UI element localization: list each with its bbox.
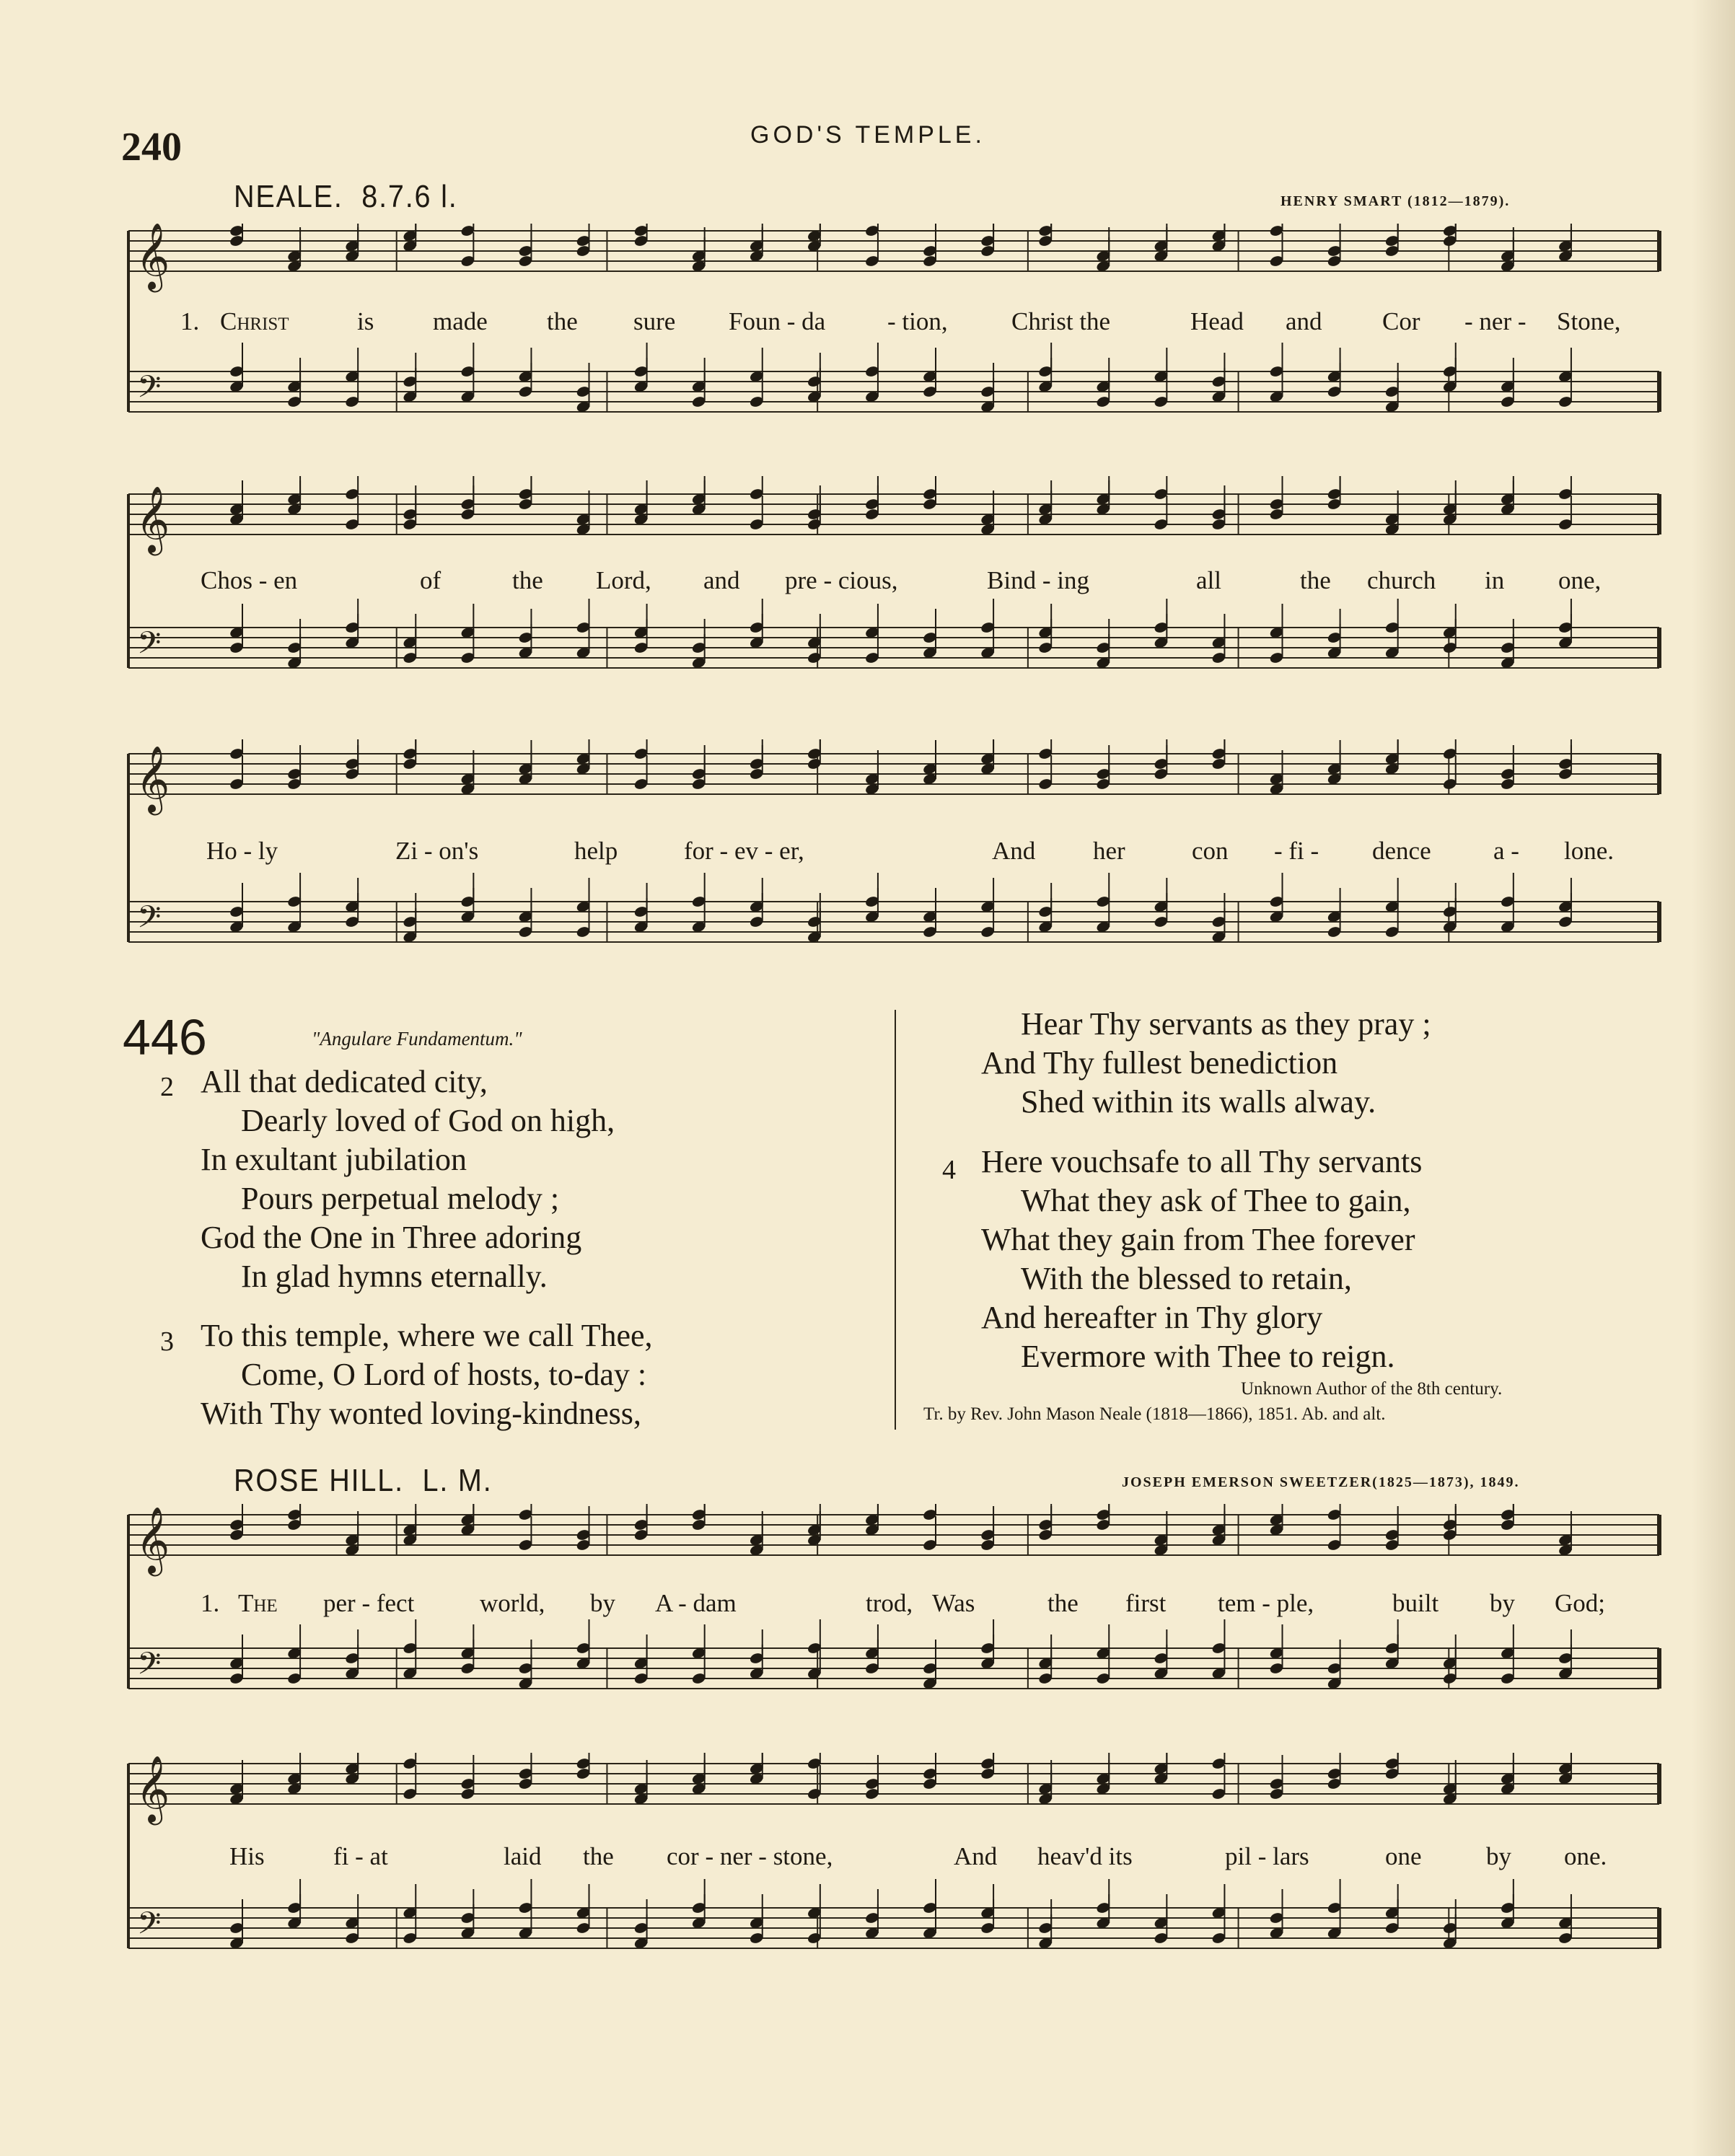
treble-clef-icon: 𝄞 — [136, 485, 170, 553]
lyric-syllable: sure — [633, 307, 676, 335]
stanza-line: In glad hymns eternally. — [241, 1259, 548, 1294]
lyric-syllable: by — [590, 1589, 615, 1617]
composer-henry-smart: HENRY SMART (1812—1879). — [1281, 193, 1511, 209]
lyric-syllable: Foun - da — [729, 307, 826, 335]
music-system-2 — [123, 476, 1666, 692]
lyric-syllable: pre - cious, — [785, 566, 898, 594]
lyric-syllable: laid — [504, 1842, 542, 1870]
lyric-syllable: Ho - ly — [206, 837, 278, 865]
lyric-syllable: one, — [1558, 566, 1602, 594]
lyric-syllable: by — [1486, 1842, 1511, 1870]
stanza-line: With Thy wonted loving-kindness, — [201, 1396, 641, 1431]
author-credit: Unknown Author of the 8th century. — [1241, 1379, 1503, 1399]
lyric-syllable: the — [1300, 566, 1331, 594]
stanza-line: Come, O Lord of hosts, to-day : — [241, 1357, 647, 1392]
lyric-syllable: the — [512, 566, 543, 594]
lyric-syllable: in — [1485, 566, 1505, 594]
lyric-syllable: of — [420, 566, 442, 594]
lyric-syllable: first — [1125, 1589, 1167, 1617]
verse-number: 1. — [180, 307, 200, 335]
stanza-line: All that dedicated city, — [201, 1064, 488, 1099]
lyric-syllable: one — [1385, 1842, 1422, 1870]
lyric-syllable: His — [229, 1842, 265, 1870]
lyric-syllable: and — [1286, 307, 1322, 335]
lyric-syllable: Cor — [1382, 307, 1420, 335]
stanza-number: 4 — [942, 1155, 956, 1185]
stanza-line: Hear Thy servants as they pray ; — [1021, 1006, 1431, 1042]
stanza-line: With the blessed to retain, — [1021, 1261, 1352, 1296]
lyric-syllable: - ner - — [1464, 307, 1527, 335]
column-divider — [895, 1010, 896, 1430]
composer-sweetzer: JOSEPH EMERSON SWEETZER(1825—1873), 1849. — [1122, 1474, 1520, 1490]
lyric-syllable: tem - ple, — [1218, 1589, 1314, 1617]
lyric-syllable: And — [992, 837, 1036, 865]
lyric-syllable: pil - lars — [1225, 1842, 1309, 1870]
lyric-syllable: per - fect — [323, 1589, 415, 1617]
lyric-syllable: heav'd its — [1037, 1842, 1133, 1870]
treble-clef-icon: 𝄞 — [136, 745, 170, 812]
lyric-syllable: Was — [932, 1589, 975, 1617]
stanza-line: Shed within its walls alway. — [1021, 1084, 1376, 1119]
lyric-syllable: by — [1490, 1589, 1515, 1617]
lyric-syllable: the — [1047, 1589, 1079, 1617]
lyric-first-word: Christ — [220, 307, 289, 335]
bass-clef-icon: 𝄢 — [137, 625, 162, 669]
treble-clef-icon: 𝄞 — [136, 224, 170, 289]
lyric-syllable: Stone, — [1557, 307, 1621, 335]
lyric-syllable: built — [1392, 1589, 1439, 1617]
lyric-syllable: one. — [1564, 1842, 1607, 1870]
stanza-line: What they ask of Thee to gain, — [1021, 1183, 1411, 1218]
lyric-syllable: fi - at — [333, 1842, 388, 1870]
stanza-number: 3 — [160, 1326, 174, 1357]
lyric-syllable: Chos - en — [201, 566, 298, 594]
lyric-syllable: made — [433, 307, 488, 335]
hymn-latin-title: "Angulare Fundamentum." — [312, 1028, 522, 1050]
lyric-syllable: church — [1367, 566, 1436, 594]
stanza-line: Here vouchsafe to all Thy servants — [981, 1144, 1423, 1179]
bass-clef-icon: 𝄢 — [137, 1906, 162, 1949]
treble-clef-icon: 𝄞 — [136, 1755, 170, 1822]
lyric-syllable: Bind - ing — [987, 566, 1089, 594]
lyric-syllable: And — [954, 1842, 998, 1870]
stanza-line: What they gain from Thee forever — [981, 1222, 1415, 1257]
running-head: GOD'S TEMPLE. — [750, 121, 985, 149]
lyric-syllable: Christ the — [1011, 307, 1111, 335]
lyric-syllable: the — [547, 307, 578, 335]
page-number: 240 — [121, 125, 182, 170]
staff-system — [123, 739, 1666, 970]
treble-clef-icon: 𝄞 — [136, 1506, 170, 1573]
lyric-syllable: God; — [1555, 1589, 1605, 1617]
hymn-number: 446 — [123, 1009, 207, 1065]
music-system-1 — [123, 224, 1666, 440]
lyric-syllable: - fi - — [1274, 837, 1319, 865]
lyric-syllable: a - — [1493, 837, 1519, 865]
lyric-syllable: Lord, — [596, 566, 651, 594]
stanza-line: Evermore with Thee to reign. — [1021, 1339, 1395, 1374]
lyric-syllable: is — [357, 307, 374, 335]
lyric-syllable: Head — [1190, 307, 1244, 335]
stanza-number: 2 — [160, 1072, 174, 1102]
stanza-line: Dearly loved of God on high, — [241, 1103, 615, 1138]
tune-name-neale: NEALE. 8.7.6 l. — [234, 179, 458, 214]
translator-credit: Tr. by Rev. John Mason Neale (1818—1866), 1851. Ab. and alt. — [923, 1404, 1386, 1424]
page-edge-shadow — [1692, 0, 1735, 2156]
music-system-5 — [123, 1753, 1666, 1984]
lyric-syllable: cor - ner - stone, — [667, 1842, 833, 1870]
bass-clef-icon: 𝄢 — [137, 899, 162, 943]
lyric-syllable: help — [574, 837, 618, 865]
music-system-4 — [123, 1504, 1666, 1720]
bass-clef-icon: 𝄢 — [137, 369, 162, 413]
lyric-syllable: A - dam — [655, 1589, 737, 1617]
lyric-first-word: The — [238, 1589, 278, 1617]
lyric-syllable: dence — [1372, 837, 1431, 865]
lyric-syllable: for - ev - er, — [684, 837, 804, 865]
bass-clef-icon: 𝄢 — [137, 1646, 162, 1689]
stanza-line: And Thy fullest benediction — [981, 1045, 1338, 1081]
stanza-line: And hereafter in Thy glory — [981, 1300, 1323, 1335]
lyric-syllable: world, — [480, 1589, 545, 1617]
lyric-syllable: con — [1192, 837, 1229, 865]
lyric-syllable: lone. — [1564, 837, 1615, 865]
stanza-line: God the One in Three adoring — [201, 1220, 582, 1255]
lyric-syllable: - tion, — [887, 307, 948, 335]
stanza-line: To this temple, where we call Thee, — [201, 1318, 653, 1353]
stanza-line: In exultant jubilation — [201, 1142, 467, 1177]
verse-number: 1. — [201, 1589, 220, 1617]
lyric-syllable: and — [703, 566, 740, 594]
lyric-syllable: Zi - on's — [395, 837, 479, 865]
tune-name-rose-hill: ROSE HILL. L. M. — [234, 1463, 493, 1498]
lyric-syllable: her — [1093, 837, 1125, 865]
lyric-syllable: trod, — [866, 1589, 913, 1617]
lyric-syllable: the — [583, 1842, 614, 1870]
lyric-syllable: all — [1196, 566, 1221, 594]
music-system-3 — [123, 739, 1666, 970]
stanza-line: Pours perpetual melody ; — [241, 1181, 560, 1216]
